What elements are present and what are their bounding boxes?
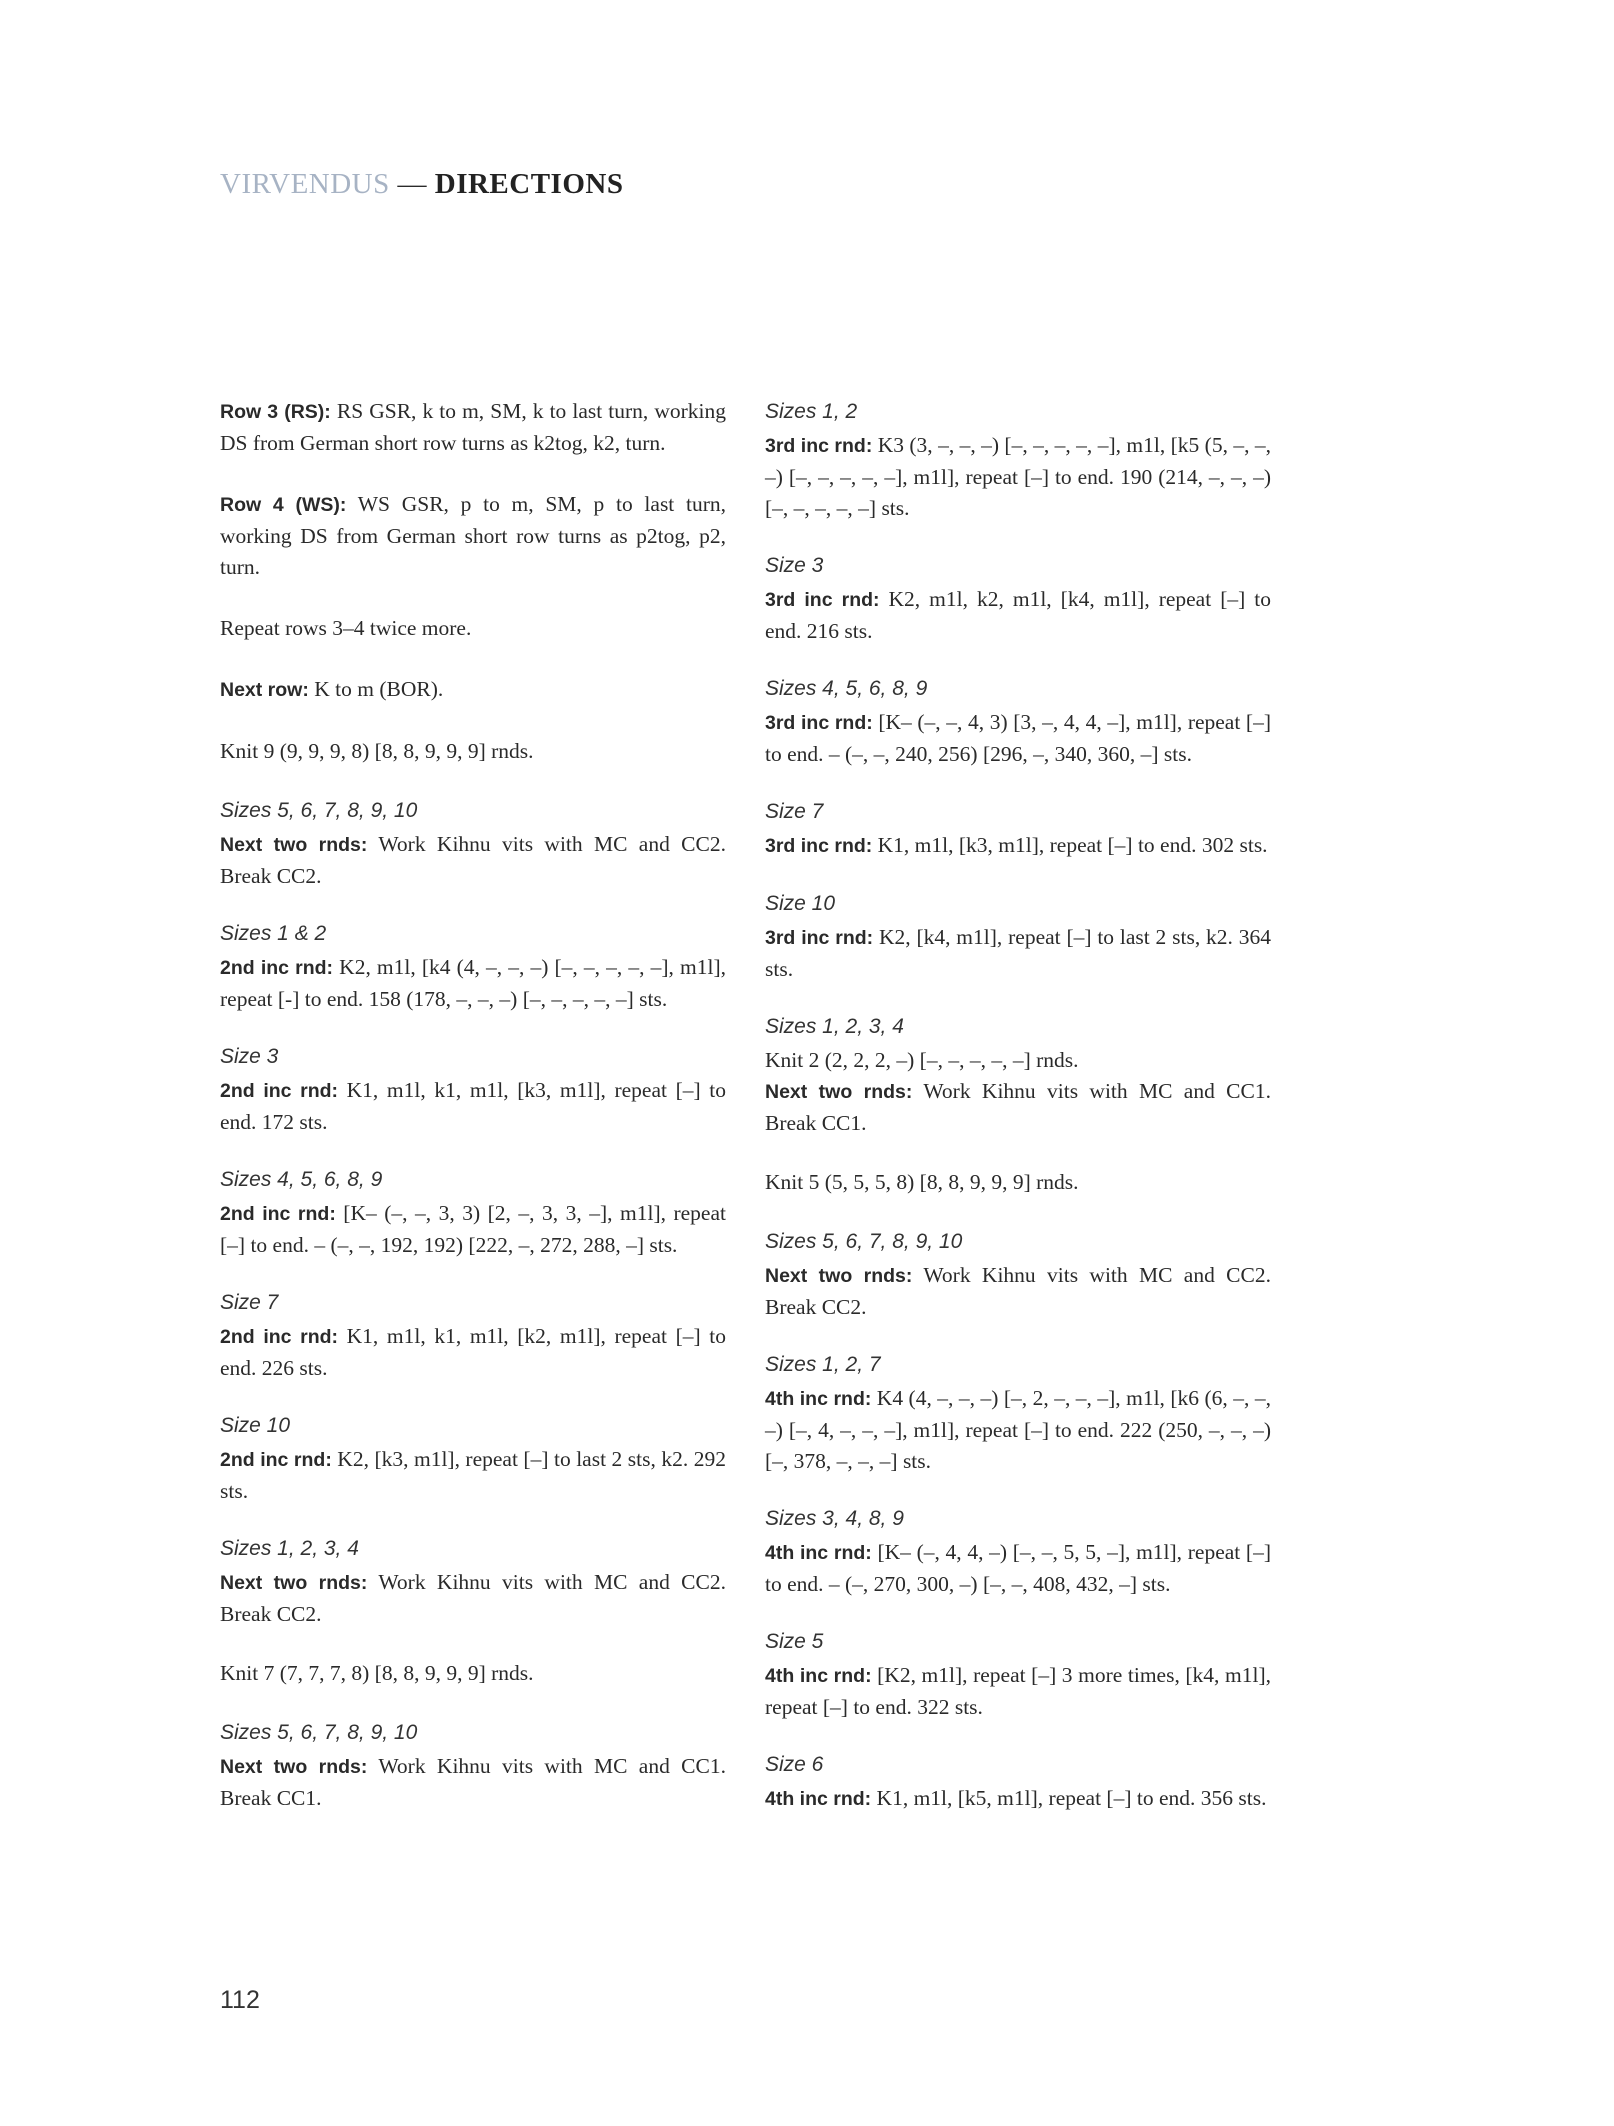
instruction-text: RS GSR, k to m, SM, k to last turn, working DS from German short row turns as k2tog, k2, turn. [220,399,726,455]
instruction-text: K1, m1l, [k5, m1l], repeat [–] to end. 356 sts. [871,1786,1267,1810]
pattern-title: VIRVENDUS [220,168,390,200]
size-block [220,1412,726,1507]
instruction-label: Next two rnds: [220,1756,368,1778]
size-block [765,1351,1271,1477]
size-block [765,1505,1271,1600]
size-heading: Sizes 5, 6, 7, 8, 9, 10 [220,1721,418,1744]
instruction-text: [K2, m1l], repeat [–] 3 more times, [k4, m1l], repeat [–] to end. 322 sts. [765,1663,1271,1719]
instruction-next-row [220,674,726,706]
instruction-text: Work Kihnu vits with MC and CC1. Break CC1. [765,1079,1271,1135]
instruction-label: Next two rnds: [220,1572,368,1594]
instruction-label: 4th inc rnd: [765,1542,872,1564]
size-heading: Sizes 1, 2, 3, 4 [765,1015,904,1038]
instruction-label: 4th inc rnd: [765,1388,872,1410]
instruction-text: [K– (–, 4, 4, –) [–, –, 5, 5, –], m1l], repeat [–] to end. – (–, 270, 300, –) [–, –, 408, 432, –] sts. [765,1540,1271,1596]
instruction-text: Knit 2 (2, 2, 2, –) [–, –, –, –, –] rnds. [765,1048,1079,1072]
instruction-label: 4th inc rnd: [765,1665,872,1687]
instruction-label: 2nd inc rnd: [220,1449,332,1471]
instruction-knit-5 [765,1167,1271,1198]
instruction-text: Work Kihnu vits with MC and CC2. Break CC2. [765,1263,1271,1319]
left-column [220,396,726,1842]
instruction-label: 3rd inc rnd: [765,835,873,857]
instruction-label: 2nd inc rnd: [220,1326,339,1348]
instruction-label: Next two rnds: [220,834,368,856]
instruction-text: [K– (–, –, 4, 3) [3, –, 4, 4, –], m1l], repeat [–] to end. – (–, –, 240, 256) [296, –, 340, 360, –] sts. [765,710,1272,766]
instruction-text: Work Kihnu vits with MC and CC2. Break CC2. [220,832,726,888]
instruction-text: Knit 7 (7, 7, 7, 8) [8, 8, 9, 9, 9] rnds. [220,1661,534,1685]
instruction-text: K2, m1l, [k4 (4, –, –, –) [–, –, –, –, –], m1l], repeat [-] to end. 158 (178, –, –, –) [–, –, –, –, –] sts. [220,955,726,1011]
instruction-text: K2, [k3, m1l], repeat [–] to last 2 sts, k2. 292 sts. [220,1447,726,1503]
instruction-label: 2nd inc rnd: [220,1203,336,1225]
size-block [765,1228,1271,1323]
instruction-text: K to m (BOR). [308,677,444,701]
size-block [220,1289,726,1384]
size-heading: Sizes 5, 6, 7, 8, 9, 10 [765,1230,963,1253]
instruction-knit-7 [220,1658,726,1689]
instruction-text: K1, m1l, [k3, m1l], repeat [–] to end. 302 sts. [872,833,1268,857]
instruction-label: 3rd inc rnd: [765,435,873,457]
size-block [765,890,1271,985]
size-heading: Size 10 [220,1414,291,1437]
size-heading: Sizes 5, 6, 7, 8, 9, 10 [220,799,418,822]
size-heading: Sizes 4, 5, 6, 8, 9 [220,1168,383,1191]
instruction-row-4 [220,489,726,583]
size-block [765,552,1271,647]
instruction-text: K4 (4, –, –, –) [–, 2, –, –, –], m1l, [k6 (6, –, –, –) [–, 4, –, –, –], m1l], repeat [–] to end. 222 (250, –, –, –) [–, 378, –, –, –] sts. [765,1386,1271,1473]
section-title: DIRECTIONS [434,168,624,200]
size-heading: Size 7 [765,800,824,823]
size-heading: Size 3 [765,554,824,577]
size-block [765,1628,1271,1723]
instruction-label: Next two rnds: [765,1265,913,1287]
instruction-text: K2, m1l, k2, m1l, [k4, m1l], repeat [–] to end. 216 sts. [765,587,1271,643]
instruction-knit-9 [220,736,726,767]
instruction-text: K1, m1l, k1, m1l, [k3, m1l], repeat [–] to end. 172 sts. [220,1078,726,1134]
instruction-label: 2nd inc rnd: [220,1080,339,1102]
size-heading: Sizes 1, 2, 3, 4 [220,1537,359,1560]
size-heading: Sizes 3, 4, 8, 9 [765,1507,904,1530]
instruction-text: [K– (–, –, 3, 3) [2, –, 3, 3, –], m1l], repeat [–] to end. – (–, –, 192, 192) [222, –, 272, 288, –] sts. [220,1201,726,1257]
size-heading: Sizes 1, 2, 7 [765,1353,881,1376]
instruction-text: Work Kihnu vits with MC and CC2. Break CC2. [220,1570,726,1626]
size-heading: Sizes 1 & 2 [220,922,327,945]
size-block [220,1719,726,1814]
size-block [220,1535,726,1630]
right-column [765,398,1271,1843]
instruction-text: WS GSR, p to m, SM, p to last turn, working DS from German short row turns as p2tog, p2, turn. [220,492,727,579]
instruction-text: Knit 9 (9, 9, 9, 8) [8, 8, 9, 9, 9] rnds. [220,739,534,763]
instruction-repeat [220,613,726,644]
header-separator: — [389,168,435,200]
size-block [220,1043,726,1138]
size-heading: Size 5 [765,1630,824,1653]
instruction-label: Row 3 (RS): [220,401,331,423]
instruction-label: 2nd inc rnd: [220,957,334,979]
size-heading: Size 3 [220,1045,279,1068]
instruction-label: 3rd inc rnd: [765,712,873,734]
size-heading: Size 6 [765,1753,824,1776]
size-heading: Size 7 [220,1291,279,1314]
instruction-text: K3 (3, –, –, –) [–, –, –, –, –], m1l, [k5 (5, –, –, –) [–, –, –, –, –], m1l], repeat [–] to end. 190 (214, –, –, –) [–, –, –, –, –] sts. [765,433,1271,520]
size-block [765,398,1271,524]
instruction-row-3 [220,396,726,459]
size-block [765,1751,1271,1815]
size-heading: Size 10 [765,892,836,915]
size-heading: Sizes 1, 2 [765,400,858,423]
size-heading: Sizes 4, 5, 6, 8, 9 [765,677,928,700]
instruction-text: Work Kihnu vits with MC and CC1. Break CC1. [220,1754,726,1810]
instruction-label: 3rd inc rnd: [765,589,880,611]
instruction-label: Row 4 (WS): [220,494,347,516]
size-block [220,920,726,1015]
instruction-label: Next two rnds: [765,1081,913,1103]
instruction-text: Knit 5 (5, 5, 5, 8) [8, 8, 9, 9, 9] rnds. [765,1170,1079,1194]
page-header [220,168,623,201]
instruction-text: Repeat rows 3–4 twice more. [220,616,472,640]
size-block [765,798,1271,862]
instruction-label: 4th inc rnd: [765,1788,872,1810]
instruction-label: Next row: [220,679,309,701]
page-number: 112 [220,1986,260,2014]
size-block [220,1166,726,1261]
size-block [765,675,1271,770]
size-block [220,797,726,892]
instruction-text: K1, m1l, k1, m1l, [k2, m1l], repeat [–] to end. 226 sts. [220,1324,726,1380]
instruction-text: K2, [k4, m1l], repeat [–] to last 2 sts, k2. 364 sts. [765,925,1271,981]
instruction-label: 3rd inc rnd: [765,927,874,949]
size-block [765,1013,1271,1139]
